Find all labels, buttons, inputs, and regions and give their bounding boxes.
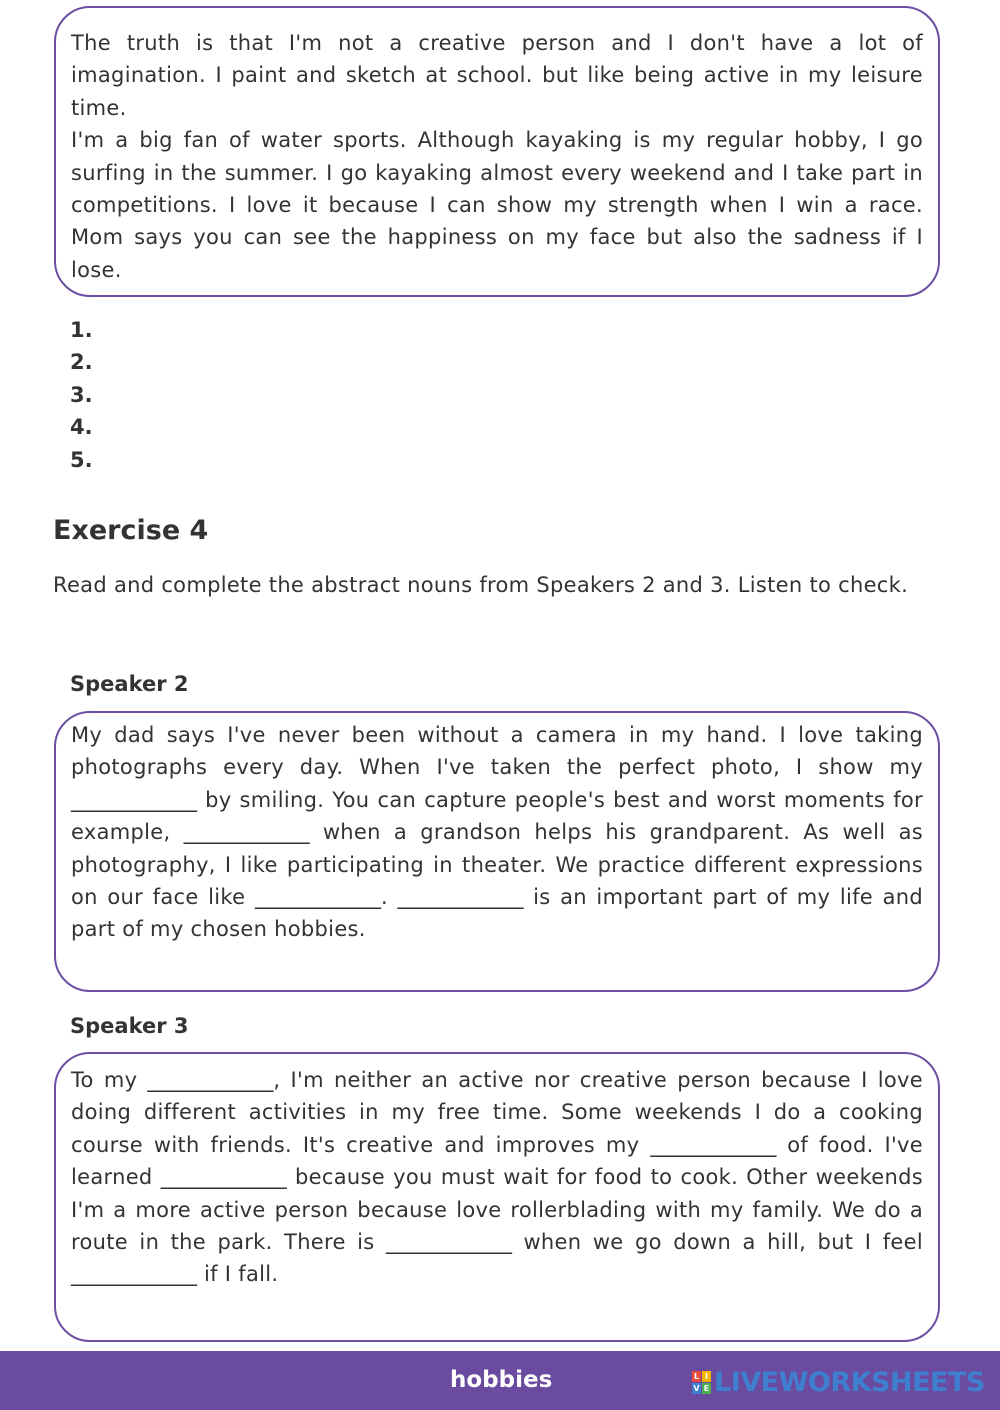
answer-number-list: [70, 314, 93, 476]
answer-number-2: 2.: [70, 350, 93, 375]
speaker1-text-box: [54, 6, 940, 297]
speaker3-blank-1[interactable]: ____________: [147, 1068, 274, 1092]
exercise-title: Exercise 4: [53, 515, 209, 546]
speaker3-text-4: because you must wait for food to cook. Other weekends I'm a more active person because love rollerblading with my family. We do a route in the park. There is: [71, 1165, 923, 1255]
speaker2-text-1: My dad says I've never been without a camera in my hand. I love taking photographs every day. When I've taken the perfect photo, I show my: [71, 723, 923, 780]
liveworksheets-brand[interactable]: [692, 1367, 985, 1398]
footer-title: hobbies: [450, 1367, 553, 1393]
speaker2-text-5: is an important part of my life and part of my chosen hobbies.: [71, 885, 924, 942]
logo-letter-i: I: [702, 1371, 711, 1382]
speaker3-blank-2[interactable]: ____________: [650, 1132, 777, 1157]
logo-letter-e: E: [703, 1384, 710, 1393]
speaker1-paragraph-1: The truth is that I'm not a creative person and I don't have a lot of imagination. I paint and sketch at school. but like being active in my leisure time.: [71, 31, 923, 120]
answer-number-1: 1.: [70, 318, 93, 342]
liveworksheets-logo-icon: [692, 1371, 711, 1394]
speaker2-blank-2[interactable]: ____________: [183, 820, 310, 845]
speaker3-label: Speaker 3: [70, 1014, 189, 1038]
speaker2-text-2: by smiling. You can capture people's best and worst moments for example,: [71, 787, 923, 845]
speaker2-blank-3[interactable]: ____________: [254, 885, 381, 910]
speaker3-text-6: if I fall.: [197, 1262, 279, 1287]
answer-number-5: 5.: [70, 447, 93, 472]
speaker2-paragraph: [71, 719, 923, 946]
speaker3-text-box: [54, 1052, 940, 1342]
speaker2-text-box: [54, 711, 940, 992]
brand-name: LIVEWORKSHEETS: [714, 1367, 985, 1398]
exercise-instruction: Read and complete the abstract nouns from Speakers 2 and 3. Listen to check.: [53, 573, 909, 597]
speaker3-text-3: of food. I've learned: [71, 1132, 923, 1190]
speaker3-blank-4[interactable]: ____________: [386, 1230, 512, 1255]
answer-number-3: 3.: [70, 382, 93, 407]
speaker3-blank-5[interactable]: ____________: [71, 1262, 197, 1287]
speaker2-label: Speaker 2: [70, 672, 189, 696]
speaker3-paragraph: [71, 1064, 923, 1291]
speaker3-blank-3[interactable]: ____________: [160, 1165, 287, 1190]
speaker3-text-1: To my: [71, 1068, 148, 1092]
speaker3-text-5: when we go down a hill, but I feel: [512, 1230, 923, 1255]
answer-number-4: 4.: [70, 415, 93, 440]
speaker2-text-3: when a grandson helps his grandparent. As well as photography, I like participating in theater. We practice different expressions on our face like: [71, 820, 923, 910]
speaker2-blank-1[interactable]: ____________: [71, 787, 197, 812]
logo-letter-v: V: [693, 1384, 700, 1393]
footer-bar: [0, 1351, 1000, 1410]
speaker3-text-2: , I'm neither an active nor creative person because I love doing different activities in my free time. Some weekends I do a cooking course with friends. It's creative and improves my: [71, 1068, 923, 1157]
speaker2-text-4: .: [380, 885, 398, 910]
logo-letter-l: L: [693, 1372, 700, 1381]
speaker1-paragraph-2: I'm a big fan of water sports. Although kayaking is my regular hobby, I go surfing in the summer. I go kayaking almost every weekend and I take part in competitions. I love it because I can show my strength when I win a race. Mom says you can see the happiness on my face but also the sadness if I lose.: [71, 128, 923, 282]
speaker2-blank-4[interactable]: ____________: [397, 885, 524, 910]
